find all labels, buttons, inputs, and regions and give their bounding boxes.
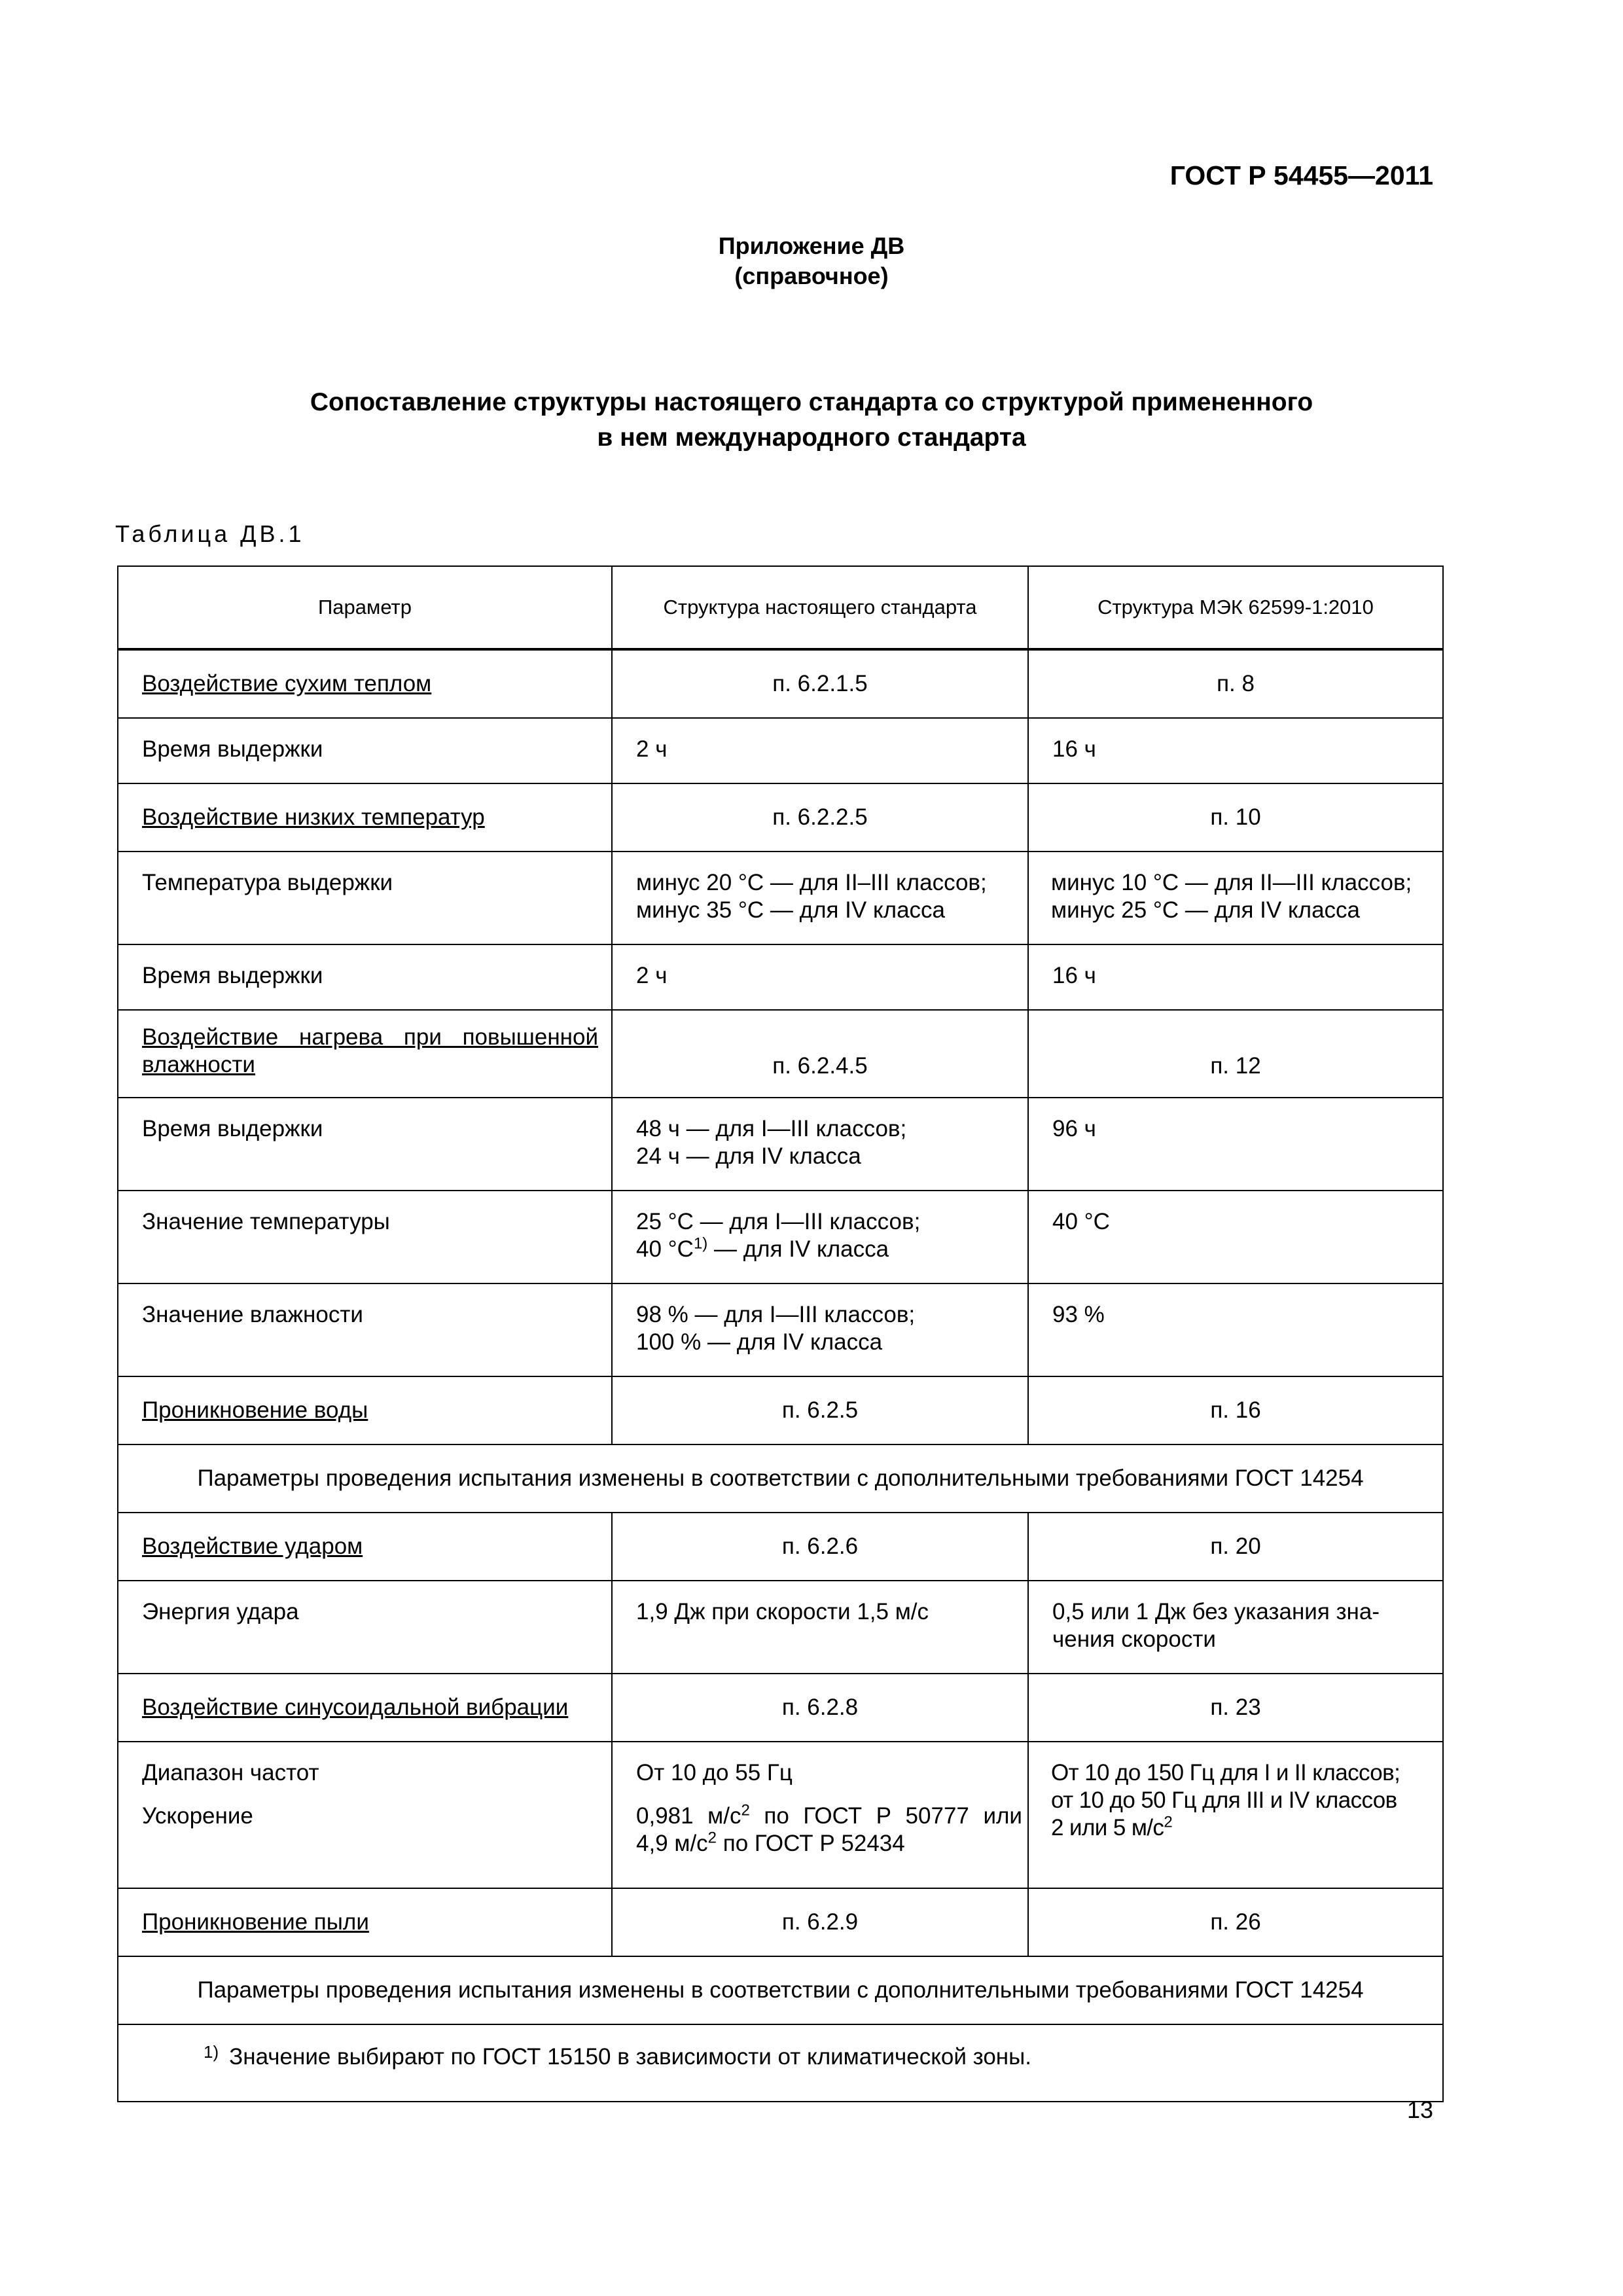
table-row — [118, 1283, 1443, 1376]
clause-ref: п. 6.2.8 — [612, 1674, 1028, 1742]
footnote-row — [118, 2024, 1443, 2102]
footnote-mark: 1) — [204, 2042, 219, 2062]
table-row — [118, 783, 1443, 852]
table-row — [118, 718, 1443, 783]
table-row — [118, 1191, 1443, 1283]
table-row — [118, 1010, 1443, 1098]
cell-line: от 10 до 50 Гц для III и IV классов — [1051, 1787, 1397, 1813]
parameter-name: Время выдержки — [118, 944, 612, 1010]
table-row — [118, 1513, 1443, 1581]
cell-line — [636, 1830, 1022, 1857]
note-cell: Параметры проведения испытания изменены в соответствии с дополнительными требованиями ГОСТ 14254 — [118, 1956, 1443, 2024]
clause-ref: п. 6.2.9 — [612, 1888, 1028, 1956]
section-name: Проникновение пыли — [118, 1888, 612, 1956]
cell-line — [1051, 1814, 1438, 1842]
table-row — [118, 1581, 1443, 1674]
table-row — [118, 944, 1443, 1010]
cell-value — [612, 852, 1028, 944]
cell-line: минус 20 °С — для II–III классов; — [636, 870, 987, 895]
cell-line: Диапазон частот — [142, 1760, 319, 1785]
table-caption: Таблица ДВ.1 — [115, 520, 305, 547]
table-row — [118, 1956, 1443, 2024]
header-this-standard: Структура настоящего стандарта — [612, 566, 1028, 649]
footnote-cell — [118, 2024, 1443, 2102]
title-line-2: в нем международного стандарта — [597, 423, 1026, 452]
table-row — [118, 1888, 1443, 1956]
cell-line: 25 °С — для I—III классов; — [636, 1209, 921, 1234]
table-row — [118, 1444, 1443, 1513]
cell-value: 2 ч — [612, 718, 1028, 783]
parameter-name: Время выдержки — [118, 1098, 612, 1191]
table-row — [118, 649, 1443, 718]
cell-value: 2 ч — [612, 944, 1028, 1010]
document-code: ГОСТ Р 54455—2011 — [1169, 160, 1433, 190]
title-line-1: Сопоставление структуры настоящего стандарта со структурой примененного — [310, 388, 1313, 416]
comparison-table — [117, 565, 1444, 2102]
cell-value — [612, 1742, 1028, 1888]
parameter-name: Значение температуры — [118, 1191, 612, 1283]
cell-value: 96 ч — [1028, 1098, 1443, 1191]
table-row — [118, 1098, 1443, 1191]
cell-line: 100 % — для IV класса — [636, 1329, 883, 1355]
header-parameter: Параметр — [118, 566, 612, 649]
cell-line: От 10 до 150 Гц для I и II классов; — [1051, 1760, 1400, 1785]
cell-value — [612, 1283, 1028, 1376]
appendix-heading — [0, 231, 1623, 291]
parameter-name: Энергия удара — [118, 1581, 612, 1674]
clause-ref-text: п. 6.2.4.5 — [772, 1053, 868, 1079]
cell-value — [1028, 852, 1443, 944]
page-number: 13 — [1406, 2096, 1433, 2123]
clause-ref: п. 16 — [1028, 1376, 1443, 1444]
clause-ref — [1028, 1010, 1443, 1098]
cell-text: 0,981 м/с — [636, 1803, 741, 1829]
header-iec-standard: Структура МЭК 62599-1:2010 — [1028, 566, 1443, 649]
superscript: 2 — [741, 1801, 750, 1820]
cell-text: по ГОСТ Р 50777 или — [749, 1803, 1022, 1829]
cell-line — [636, 1236, 1014, 1263]
cell-value: 0,5 или 1 Дж без указания зна-чения скорости — [1028, 1581, 1443, 1674]
section-name: Воздействие низких температур — [118, 783, 612, 852]
clause-ref: п. 23 — [1028, 1674, 1443, 1742]
cell-line: влажности — [142, 1052, 255, 1077]
cell-line: 98 % — для I—III классов; — [636, 1302, 916, 1327]
footnote-ref: 1) — [693, 1234, 708, 1253]
cell-line: Ускорение — [142, 1803, 253, 1829]
cell-line: Воздействие нагрева при повышенной — [142, 1024, 598, 1050]
note-cell: Параметры проведения испытания изменены в соответствии с дополнительными требованиями ГОСТ 14254 — [118, 1444, 1443, 1513]
cell-value: 40 °С — [1028, 1191, 1443, 1283]
clause-ref: п. 6.2.2.5 — [612, 783, 1028, 852]
clause-ref: п. 10 — [1028, 783, 1443, 852]
clause-ref: п. 26 — [1028, 1888, 1443, 1956]
appendix-name: Приложение ДВ — [718, 232, 905, 259]
page-title — [0, 385, 1623, 456]
cell-value: 93 % — [1028, 1283, 1443, 1376]
clause-ref — [612, 1010, 1028, 1098]
section-name: Воздействие сухим теплом — [118, 649, 612, 718]
section-name: Воздействие синусоидальной вибрации — [118, 1674, 612, 1742]
cell-line: минус 35 °С — для IV класса — [636, 897, 946, 923]
cell-value — [1028, 1742, 1443, 1888]
cell-value — [612, 1098, 1028, 1191]
section-name — [118, 1010, 612, 1098]
cell-value: 16 ч — [1028, 718, 1443, 783]
cell-value: 1,9 Дж при скорости 1,5 м/с — [612, 1581, 1028, 1674]
parameter-name: Время выдержки — [118, 718, 612, 783]
cell-line — [636, 1803, 1022, 1830]
table-row — [118, 852, 1443, 944]
table-header-row — [118, 566, 1443, 649]
parameter-name: Значение влажности — [118, 1283, 612, 1376]
table-row — [118, 1742, 1443, 1888]
clause-ref: п. 8 — [1028, 649, 1443, 718]
cell-line: минус 25 °С — для IV класса — [1051, 897, 1361, 923]
cell-line: минус 10 °С — для II—III классов; — [1051, 870, 1412, 895]
table-row — [118, 1376, 1443, 1444]
cell-line: От 10 до 55 Гц — [636, 1760, 793, 1785]
cell-line: 24 ч — для IV класса — [636, 1143, 861, 1169]
appendix-kind: (справочное) — [734, 262, 889, 289]
cell-line: 48 ч — для I—III классов; — [636, 1116, 907, 1141]
clause-ref: п. 6.2.5 — [612, 1376, 1028, 1444]
cell-text: 2 или 5 м/с — [1051, 1815, 1164, 1840]
clause-ref: п. 20 — [1028, 1513, 1443, 1581]
cell-value: 16 ч — [1028, 944, 1443, 1010]
cell-text: 40 °С — [636, 1236, 694, 1262]
cell-text: по ГОСТ Р 52434 — [717, 1831, 905, 1856]
clause-ref: п. 6.2.1.5 — [612, 649, 1028, 718]
parameter-name — [118, 1742, 612, 1888]
superscript: 2 — [1164, 1813, 1173, 1831]
footnote-text: Значение выбирают по ГОСТ 15150 в зависимости от климатической зоны. — [229, 2044, 1031, 2070]
cell-text: — для IV класса — [707, 1236, 889, 1262]
cell-value — [612, 1191, 1028, 1283]
cell-text: 4,9 м/с — [636, 1831, 708, 1856]
section-name: Проникновение воды — [118, 1376, 612, 1444]
clause-ref: п. 6.2.6 — [612, 1513, 1028, 1581]
section-name: Воздействие ударом — [118, 1513, 612, 1581]
clause-ref-text: п. 12 — [1210, 1053, 1261, 1079]
superscript: 2 — [707, 1829, 717, 1847]
table-row — [118, 1674, 1443, 1742]
parameter-name: Температура выдержки — [118, 852, 612, 944]
